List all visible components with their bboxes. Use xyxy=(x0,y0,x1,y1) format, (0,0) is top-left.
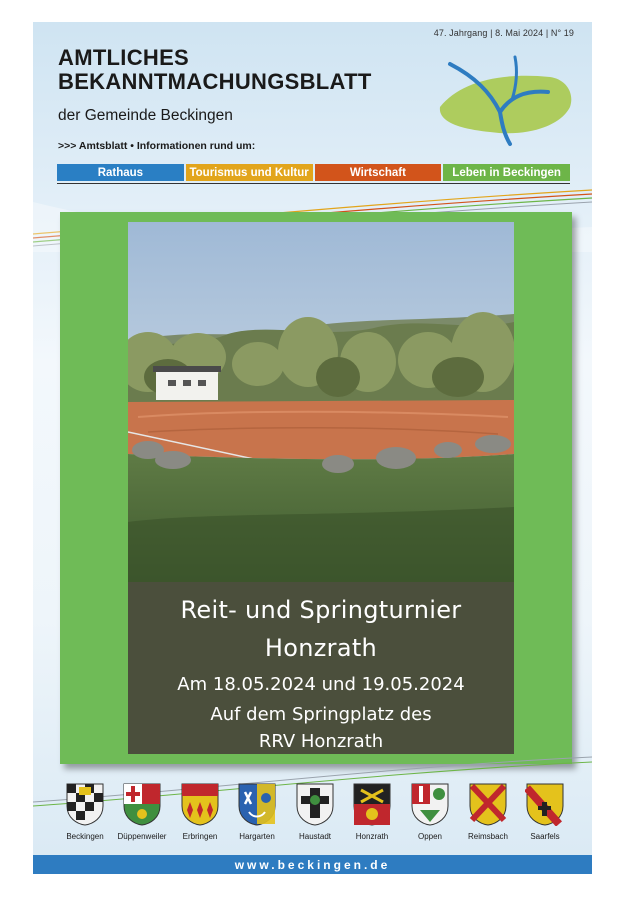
hargarten-crest-icon xyxy=(237,782,277,826)
crest-hargarten xyxy=(227,782,287,841)
photo-illustration xyxy=(128,222,514,582)
tab-tourismus-kultur[interactable]: Tourismus und Kultur xyxy=(186,164,313,181)
crest-label: Saarfels xyxy=(530,832,560,841)
riding-arena-photo xyxy=(128,222,514,582)
event-dates: Am 18.05.2024 und 19.05.2024 xyxy=(177,674,465,695)
page-subtitle: der Gemeinde Beckingen xyxy=(58,107,233,124)
oppen-crest-icon xyxy=(410,782,450,826)
village-crests xyxy=(55,782,575,842)
crest-erbringen xyxy=(170,782,230,841)
crest-beckingen xyxy=(55,782,115,841)
crest-reimsbach xyxy=(458,782,518,841)
crest-dueppenweiler xyxy=(112,782,172,841)
tab-wirtschaft[interactable]: Wirtschaft xyxy=(315,164,442,181)
crest-label: Oppen xyxy=(417,832,443,841)
beckingen-crest-icon xyxy=(65,782,105,826)
website-link[interactable]: www.beckingen.de xyxy=(33,855,592,874)
crest-honzrath xyxy=(342,782,402,841)
event-venue-line1: Auf dem Springplatz des xyxy=(210,704,432,725)
issue-info: 47. Jahrgang | 8. Mai 2024 | N° 19 xyxy=(433,28,574,38)
tagline: >>> Amtsblatt • Informationen rund um: xyxy=(58,140,256,152)
honzrath-crest-icon xyxy=(352,782,392,826)
tab-rathaus[interactable]: Rathaus xyxy=(57,164,184,181)
front-page xyxy=(33,22,592,874)
crest-label: Haustadt xyxy=(298,832,332,841)
event-venue-line2: RRV Honzrath xyxy=(258,731,384,752)
crest-haustadt xyxy=(285,782,345,841)
title-line-2: BEKANNTMACHUNGSBLATT xyxy=(58,69,372,94)
crest-label: Erbringen xyxy=(182,832,218,841)
dueppenweiler-crest-icon xyxy=(122,782,162,826)
saarfels-crest-icon xyxy=(525,782,565,826)
page-title xyxy=(58,46,372,94)
crest-oppen xyxy=(400,782,460,841)
reimsbach-crest-icon xyxy=(468,782,508,826)
event-poster xyxy=(60,212,572,764)
event-caption xyxy=(128,582,514,754)
crest-label: Düppenweiler xyxy=(117,832,167,841)
crest-saarfels xyxy=(515,782,575,841)
event-location: Honzrath xyxy=(264,634,378,662)
erbringen-crest-icon xyxy=(180,782,220,826)
event-title: Reit- und Springturnier xyxy=(180,596,462,624)
tab-leben-in-beckingen[interactable]: Leben in Beckingen xyxy=(443,164,570,181)
crest-label: Beckingen xyxy=(66,832,104,841)
beckingen-logo-icon xyxy=(430,52,580,147)
crest-label: Reimsbach xyxy=(467,832,508,841)
crest-label: Honzrath xyxy=(355,832,389,841)
haustadt-crest-icon xyxy=(295,782,335,826)
crest-label: Hargarten xyxy=(239,832,275,841)
title-line-1: AMTLICHES xyxy=(58,45,190,70)
